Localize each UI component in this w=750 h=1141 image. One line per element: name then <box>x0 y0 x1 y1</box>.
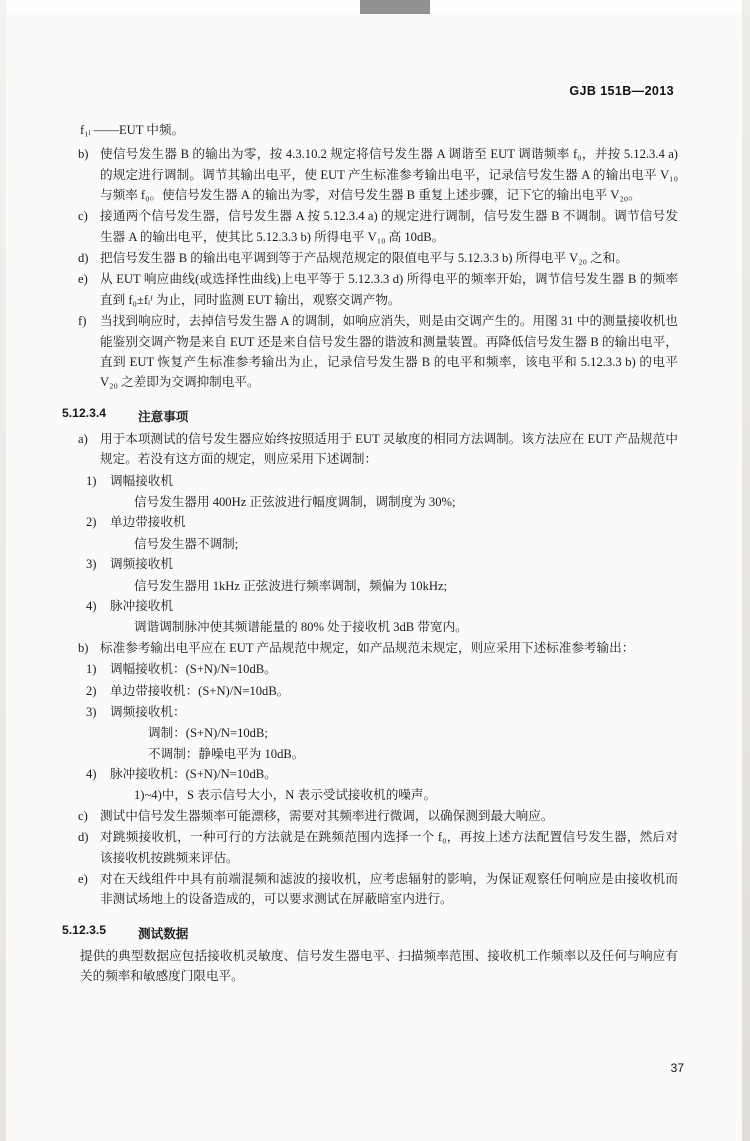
sublist-marker: 2) <box>86 515 97 530</box>
list-marker: d) <box>78 251 89 266</box>
sublist-item <box>62 659 678 679</box>
list-item <box>62 638 678 658</box>
sublist-item <box>62 681 678 701</box>
sublist-item <box>62 512 678 532</box>
section-heading-5-12-3-5 <box>62 923 678 942</box>
list-marker: c) <box>78 209 88 224</box>
sublist-note: 1)~4)中，S 表示信号大小，N 表示受试接收机的噪声。 <box>134 788 437 803</box>
lead-note: f₁ᵢ ——EUT 中频。 <box>80 123 185 137</box>
sublist-title: 单边带接收机 <box>110 515 186 530</box>
sublist-item <box>62 596 678 616</box>
section-heading-5-12-3-4 <box>62 406 678 425</box>
sublist-detail: 调谐调制脉冲使其频谱能量的 80% 处于接收机 3dB 带宽内。 <box>134 620 468 635</box>
list-text: 用于本项测试的信号发生器应始终按照适用于 EUT 灵敏度的相同方法调制。该方法应在 EUT 产品规范中规定。若没有这方面的规定，则应采用下述调制： <box>100 431 678 467</box>
list-text: 使信号发生器 B 的输出为零，按 4.3.10.2 规定将信号发生器 A 调谐至 EUT 调谐频率 f₀，并按 5.12.3.4 a) 的规定进行调制。调节其输出电平，使 EUT 产生标准参考输出电平，记录信号发生器 A 的输出电平 V₁₀ 与频率 f₀。使信号发生器 A 的输出为零，对信号发生器 B 重复上述步骤，记下它的输出电平 V₂₀。 <box>100 147 678 202</box>
sublist-detail: 信号发生器用 1kHz 正弦波进行频率调制，频偏为 10kHz; <box>134 578 448 593</box>
scan-edge-left <box>0 0 6 1141</box>
sublist-detail: 不调制：静噪电平为 10dB。 <box>148 746 305 761</box>
section-title: 测试数据 <box>138 926 189 941</box>
sublist-marker: 4) <box>86 767 97 782</box>
sublist-detail: 信号发生器不调制; <box>134 536 239 551</box>
list-marker: b) <box>78 640 89 655</box>
list-text: 测试中信号发生器频率可能漂移，需要对其频率进行微调，以确保测到最大响应。 <box>100 808 554 823</box>
page-header: GJB 151B—2013 <box>569 84 674 98</box>
list-marker: f) <box>78 314 87 329</box>
scan-artifact-top <box>0 0 750 14</box>
section-body: 提供的典型数据应包括接收机灵敏度、信号发生器电平、扫描频率范围、接收机工作频率以及任何与响应有关的频率和敏感度门限电平。 <box>80 948 678 984</box>
sublist-title: 调幅接收机 <box>110 473 173 488</box>
scan-edge-right <box>742 0 750 1141</box>
section-number: 5.12.3.5 <box>62 922 107 937</box>
sublist-marker: 1) <box>86 473 97 488</box>
list-marker: d) <box>78 830 89 845</box>
sublist-title: 脉冲接收机 <box>110 598 173 613</box>
list-marker: e) <box>78 872 88 887</box>
list-text: 接通两个信号发生器，信号发生器 A 按 5.12.3.4 a) 的规定进行调制，信号发生器 B 不调制。调节信号发生器 A 的输出电平，使其比 5.12.3.3 b) 所得电平 V₁₀ 高 10dB。 <box>100 209 678 244</box>
sublist-marker: 2) <box>86 683 97 698</box>
section-title: 注意事项 <box>138 409 189 424</box>
list-text: 当找到响应时，去掉信号发生器 A 的调制，如响应消失，则是由交调产生的。用图 31 中的测量接收机也能鉴别交调产物是来自 EUT 还是来自信号发生器的谐波和测量装置。再降低信号发生器 B 的输出电平，直到 EUT 恢复产生标准参考输出为止，记录信号发生器 B 的电平和频率，该电平和 5.12.3.3 b) 的电平 V₂₀ 之差即为交调抑制电平。 <box>100 314 678 390</box>
sublist-text: 调频接收机： <box>110 704 186 719</box>
list-item <box>62 144 678 205</box>
sublist-marker: 1) <box>86 662 97 677</box>
page-number: 37 <box>670 1061 684 1075</box>
list-text: 从 EUT 响应曲线(或选择性曲线)上电平等于 5.12.3.3 d) 所得电平的频率开始，调节信号发生器 B 的频率直到 f₀±fᵢᶠ 为止，同时监测 EUT 输出，观察交调产物。 <box>100 272 678 307</box>
sublist-item <box>62 764 678 784</box>
list-item <box>62 248 678 268</box>
sublist-title: 调频接收机 <box>110 557 173 572</box>
list-text: 对跳频接收机，一种可行的方法就是在跳频范围内选择一个 f₀，再按上述方法配置信号发生器，然后对该接收机按跳频来评估。 <box>100 830 678 865</box>
section-number: 5.12.3.4 <box>62 405 107 420</box>
list-item <box>62 429 678 470</box>
sublist-item <box>62 554 678 574</box>
sublist-item <box>62 471 678 491</box>
list-marker: b) <box>78 147 89 162</box>
list-text: 标准参考输出电平应在 EUT 产品规范中规定，如产品规范未规定，则应采用下述标准参考输出： <box>100 640 635 655</box>
sublist-marker: 4) <box>86 598 97 613</box>
sublist-text: 单边带接收机：(S+N)/N=10dB。 <box>110 683 290 698</box>
sublist-text: 脉冲接收机：(S+N)/N=10dB。 <box>110 767 277 782</box>
list-item <box>62 869 678 910</box>
list-text: 对在天线组件中具有前端混频和滤波的接收机，应考虑辐射的影响，为保证观察任何响应是由接收机而非测试场地上的设备造成的，可以要求测试在屏蔽暗室内进行。 <box>100 872 678 907</box>
list-item <box>62 827 678 868</box>
page-content <box>62 84 678 987</box>
list-marker: e) <box>78 272 88 287</box>
list-item <box>62 269 678 310</box>
list-marker: a) <box>78 431 88 446</box>
list-item <box>62 311 678 393</box>
list-item <box>62 806 678 826</box>
sublist-item <box>62 702 678 722</box>
list-marker: c) <box>78 808 88 823</box>
list-item <box>62 206 678 247</box>
sublist-text: 调幅接收机：(S+N)/N=10dB。 <box>110 662 277 677</box>
sublist-detail: 调制：(S+N)/N=10dB; <box>148 726 268 741</box>
list-text: 把信号发生器 B 的输出电平调到等于产品规范规定的限值电平与 5.12.3.3 b) 所得电平 V₂₀ 之和。 <box>100 251 628 266</box>
sublist-marker: 3) <box>86 557 97 572</box>
sublist-detail: 信号发生器用 400Hz 正弦波进行幅度调制，调制度为 30%; <box>134 495 456 509</box>
sublist-marker: 3) <box>86 704 97 719</box>
